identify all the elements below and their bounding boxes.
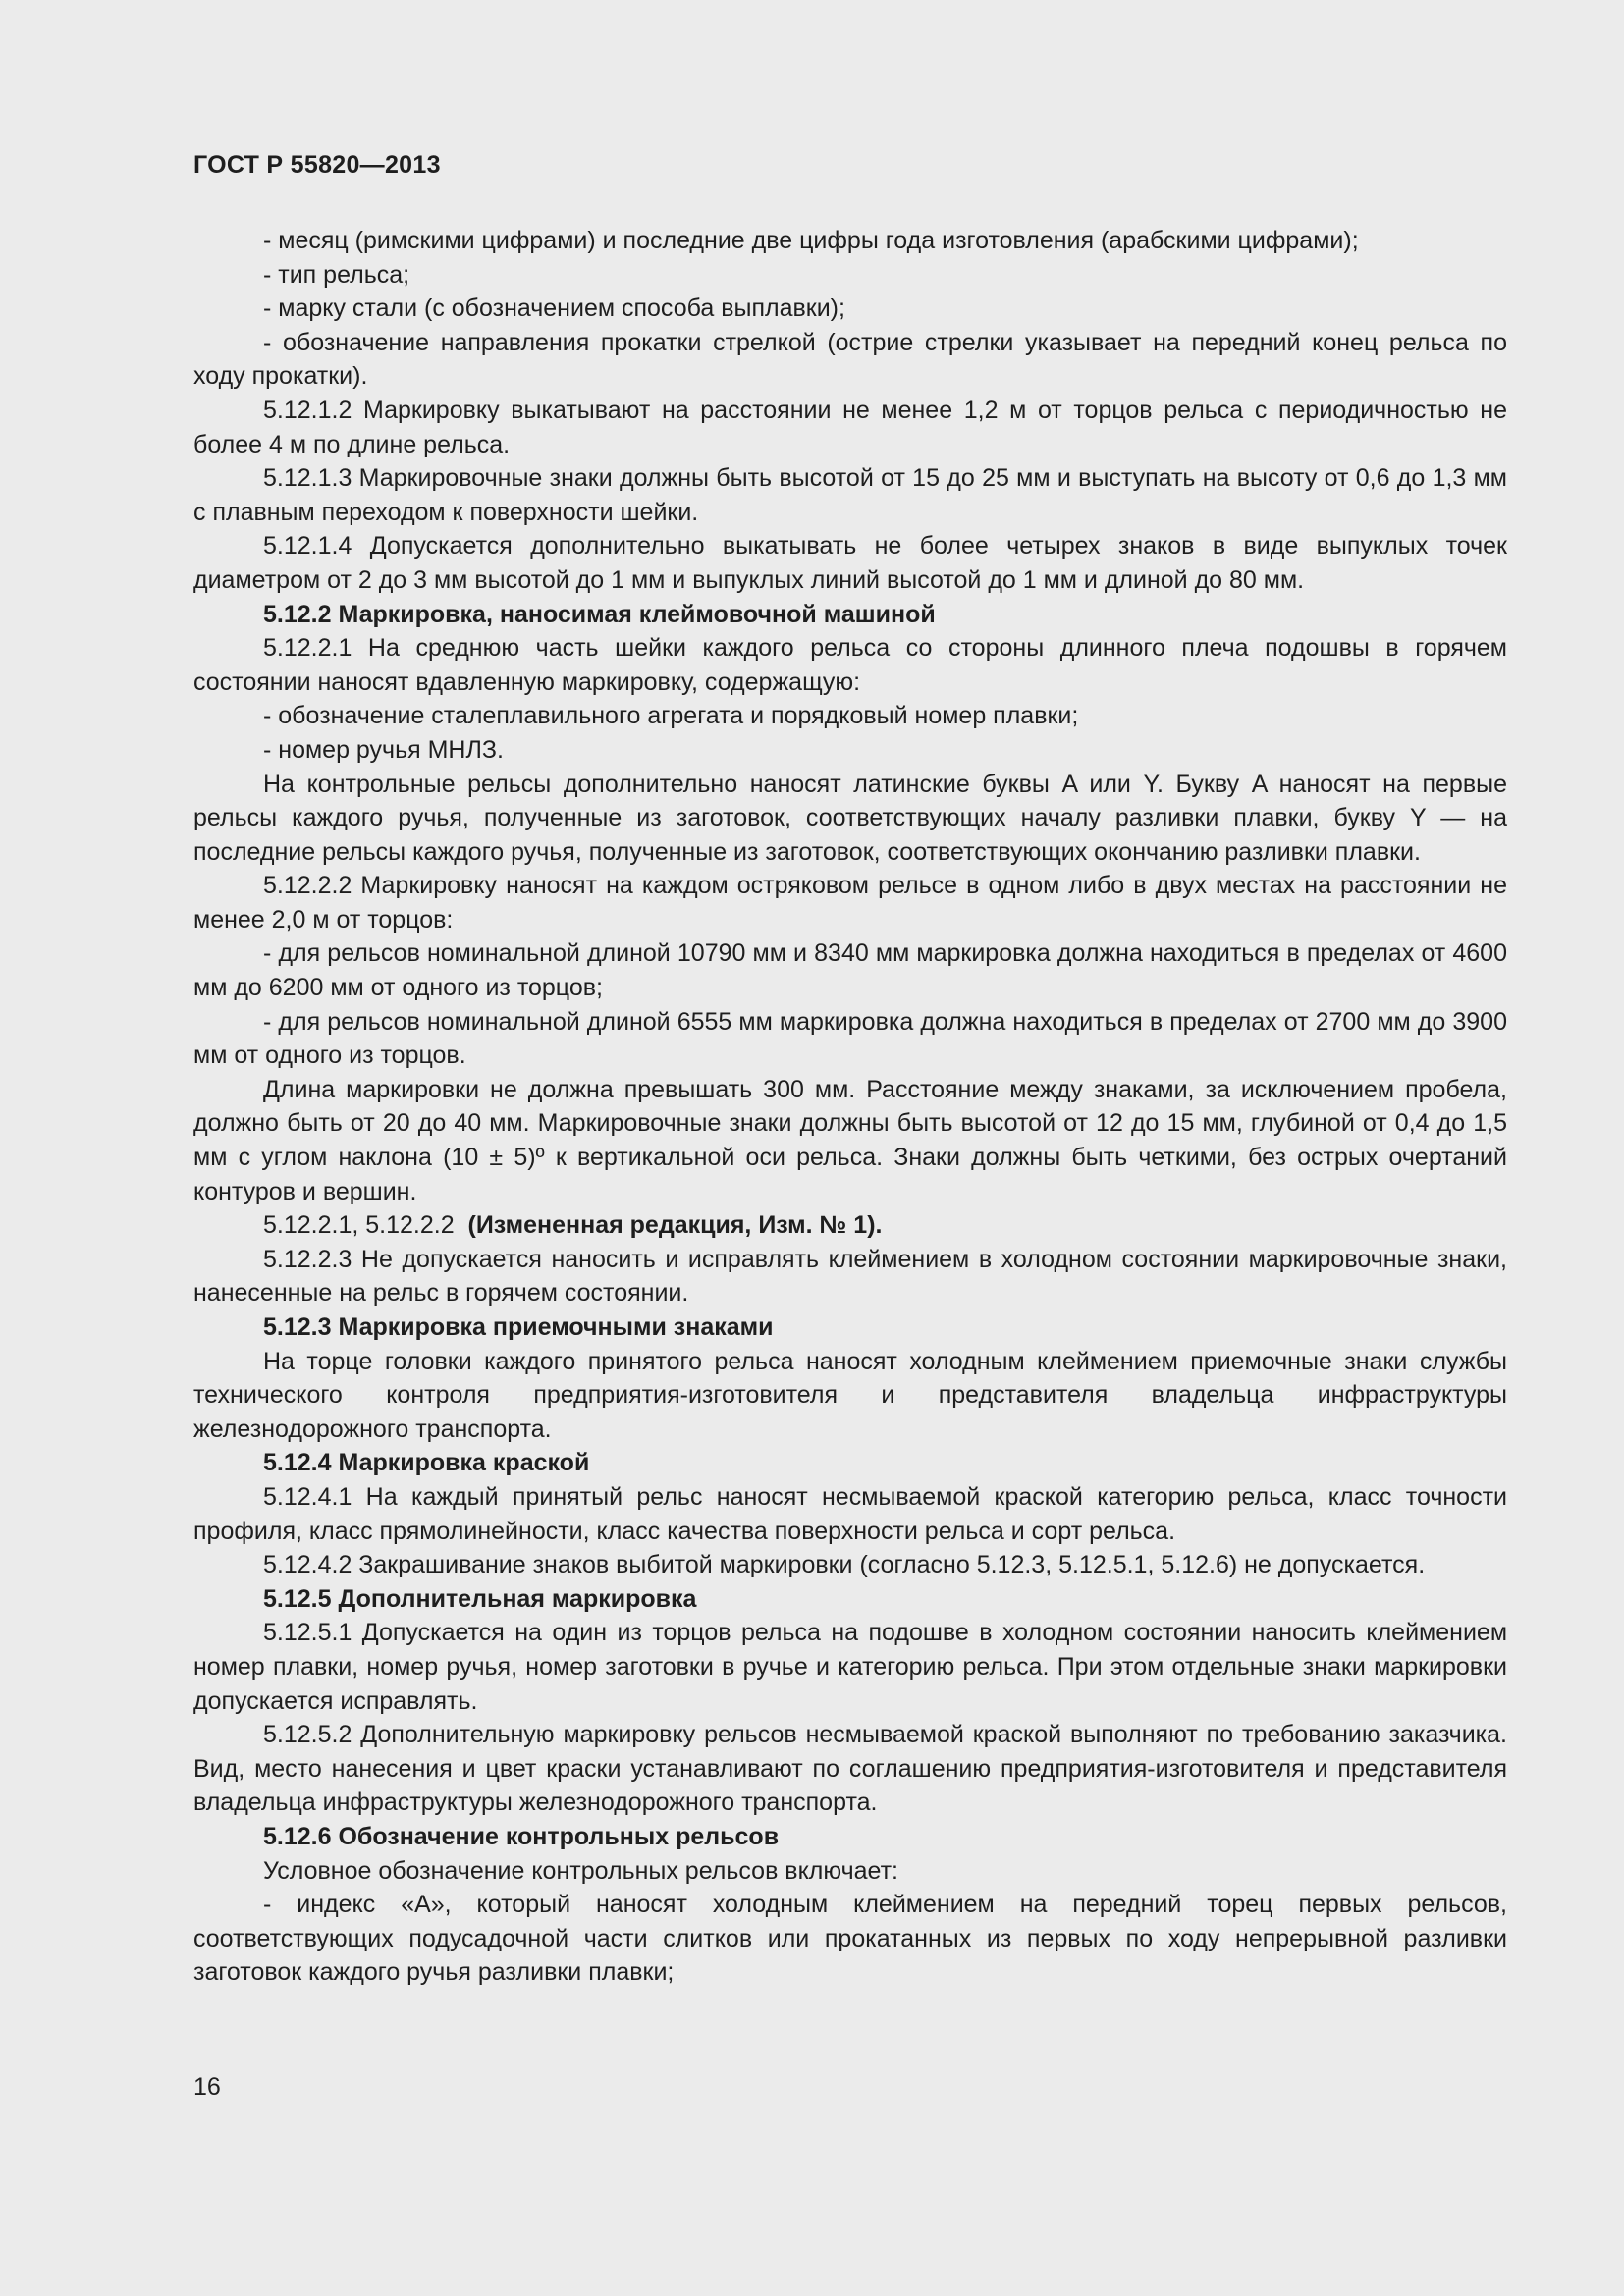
document-header: ГОСТ Р 55820—2013 bbox=[193, 151, 441, 179]
paragraph: 5.12.2.3 Не допускается наносить и исправлять клеймением в холодном состоянии маркировочные знаки, нанесенные на рельс в горячем состоянии. bbox=[193, 1245, 1507, 1308]
paragraph: 5.12.1.4 Допускается дополнительно выкатывать не более четырех знаков в виде выпуклых точек диаметром от 2 до 3 мм высотой до 1 мм и выпуклых линий высотой до 1 мм и длиной до 80 мм. bbox=[193, 532, 1507, 594]
paragraph: На торце головки каждого принятого рельса наносят холодным клеймением приемочные знаки службы технического контроля предприятия-изготовителя и представителя владельца инфраструктуры железнодорожного транспорта. bbox=[193, 1347, 1507, 1443]
amendment-refs: 5.12.2.1, 5.12.2.2 bbox=[263, 1211, 455, 1240]
paragraph: Условное обозначение контрольных рельсов включает: bbox=[263, 1856, 898, 1885]
list-item: - индекс «A», который наносят холодным клеймением на передний торец первых рельсов, соответствующих подусадочной части слитков или прокатанных из первых по ходу непрерывной разливки заготовок каждого ручья разливки плавки; bbox=[193, 1891, 1507, 1987]
amendment-note bbox=[193, 1208, 1507, 1243]
document-body bbox=[193, 224, 1507, 1990]
list-item: - месяц (римскими цифрами) и последние две цифры года изготовления (арабскими цифрами); bbox=[263, 227, 1359, 254]
section-heading: 5.12.6 Обозначение контрольных рельсов bbox=[263, 1822, 780, 1850]
paragraph: 5.12.5.1 Допускается на один из торцов рельса на подошве в холодном состоянии наносить клеймением номер плавки, номер ручья, номер заготовки в ручье и категорию рельса. При этом отдельные знаки маркировки допускается исправлять. bbox=[193, 1619, 1507, 1715]
list-item: - обозначение сталеплавильного агрегата и порядковый номер плавки; bbox=[263, 702, 1079, 730]
paragraph: 5.12.1.2 Маркировку выкатывают на расстоянии не менее 1,2 м от торцов рельса с периодичностью не более 4 м по длине рельса. bbox=[193, 396, 1507, 458]
paragraph: 5.12.1.3 Маркировочные знаки должны быть высотой от 15 до 25 мм и выступать на высоту от 0,6 до 1,3 мм с плавным переходом к поверхности шейки. bbox=[193, 464, 1507, 526]
section-heading: 5.12.5 Дополнительная маркировка bbox=[263, 1584, 697, 1613]
paragraph: 5.12.2.1 На среднюю часть шейки каждого рельса со стороны длинного плеча подошвы в горячем состоянии наносят вдавленную маркировку, содержащую: bbox=[193, 634, 1507, 696]
list-item: - марку стали (с обозначением способа выплавки); bbox=[263, 294, 845, 323]
paragraph: На контрольные рельсы дополнительно наносят латинские буквы A или Y. Букву A наносят на первые рельсы каждого ручья, полученные из заготовок, соответствующих началу разливки плавки, букву Y — на последние рельсы каждого ручья, полученные из заготовок, соответствующих окончанию разливки плавки. bbox=[193, 770, 1507, 866]
paragraph: 5.12.2.2 Маркировку наносят на каждом остряковом рельсе в одном либо в двух местах на расстоянии не менее 2,0 м от торцов: bbox=[193, 872, 1507, 934]
section-heading: 5.12.3 Маркировка приемочными знаками bbox=[263, 1313, 774, 1341]
paragraph: 5.12.4.1 На каждый принятый рельс наносят несмываемой краской категорию рельса, класс точности профиля, класс прямолинейности, класс качества поверхности рельса и сорт рельса. bbox=[193, 1482, 1507, 1545]
paragraph: Длина маркировки не должна превышать 300 мм. Расстояние между знаками, за исключением пробела, должно быть от 20 до 40 мм. Маркировочные знаки должны быть высотой от 12 до 15 мм, глубиной от 0,4 до 1,5 мм с углом наклона (10 ± 5)º к вертикальной оси рельса. Знаки должны быть четкими, без острых очертаний контуров и вершин. bbox=[193, 1075, 1507, 1205]
paragraph: 5.12.5.2 Дополнительную маркировку рельсов несмываемой краской выполняют по требованию заказчика. Вид, место нанесения и цвет краски устанавливают по соглашению предприятия-изготовителя и представителя владельца инфраструктуры железнодорожного транспорта. bbox=[193, 1721, 1507, 1817]
paragraph: 5.12.4.2 Закрашивание знаков выбитой маркировки (согласно 5.12.3, 5.12.5.1, 5.12.6) не допускается. bbox=[263, 1551, 1426, 1579]
list-item: - обозначение направления прокатки стрелкой (острие стрелки указывает на передний конец рельса по ходу прокатки). bbox=[193, 328, 1507, 391]
list-item: - для рельсов номинальной длиной 10790 мм и 8340 мм маркировка должна находиться в пределах от 4600 мм до 6200 мм от одного из торцов; bbox=[193, 939, 1507, 1002]
list-item: - для рельсов номинальной длиной 6555 мм маркировка должна находиться в пределах от 2700 мм до 3900 мм от одного из торцов. bbox=[193, 1007, 1507, 1070]
list-item: - номер ручья МНЛЗ. bbox=[263, 735, 504, 764]
section-heading: 5.12.4 Маркировка краской bbox=[263, 1449, 590, 1477]
section-heading: 5.12.2 Маркировка, наносимая клеймовочной машиной bbox=[263, 600, 936, 628]
list-item: - тип рельса; bbox=[263, 260, 410, 289]
amendment-label: (Измененная редакция, Изм. № 1). bbox=[467, 1211, 883, 1240]
page-number: 16 bbox=[193, 2073, 221, 2101]
